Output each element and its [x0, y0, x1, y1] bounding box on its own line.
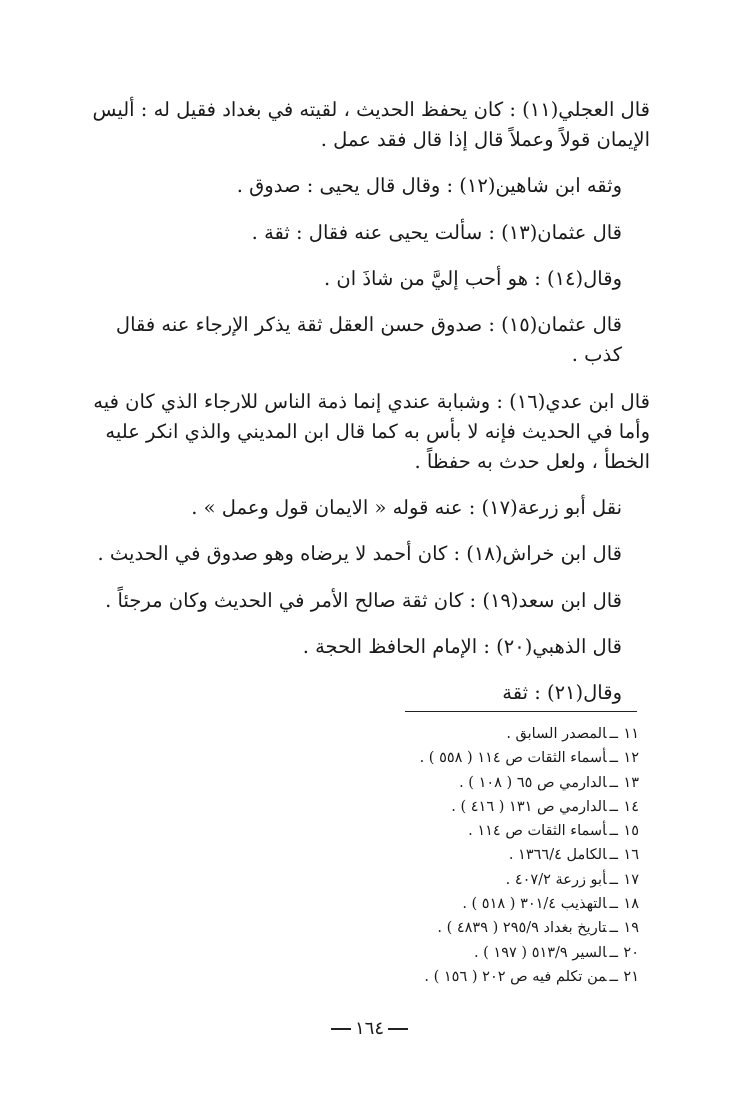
paragraph-qala-14: وقال(١٤) : هو أحب إليَّ من شاذَ ان .	[324, 266, 622, 290]
footnote-item	[219, 819, 639, 843]
footnote-dash: ــ	[609, 774, 618, 791]
footnote-item	[219, 722, 639, 746]
footnote-dash: ــ	[609, 968, 618, 985]
paragraph-qala-21: وقال(٢١) : ثقة	[502, 681, 622, 705]
footnote-item	[219, 843, 639, 867]
footnote-text: السير ٥١٣/٩ ( ١٩٧ ) .	[473, 944, 607, 961]
page-number-dash-left	[331, 1028, 351, 1030]
footnote-text: التهذيب ٣٠١/٤ ( ٥١٨ ) .	[462, 896, 607, 913]
footnote-number: ١٨	[623, 896, 639, 913]
footnote-text: المصدر السابق .	[506, 726, 607, 742]
footnote-dash: ــ	[609, 823, 618, 840]
paragraph-dhahabi: قال الذهبي(٢٠) : الإمام الحافظ الحجة .	[302, 634, 622, 658]
footnote-item	[219, 771, 639, 795]
paragraph-ibn-shahin: وثقه ابن شاهين(١٢) : وقال قال يحيى : صدوق .	[236, 174, 622, 198]
footnote-dash: ــ	[609, 726, 618, 742]
paragraph-ibn-saad: قال ابن سعد(١٩) : كان ثقة صالح الأمر في الحديث وكان مرجئاً .	[105, 588, 622, 612]
footnote-number: ١٦	[623, 847, 639, 864]
footnote-item	[219, 965, 639, 989]
footnote-text: الدارمي ص ١٣١ ( ٤١٦ ) .	[451, 798, 607, 815]
footnote-number: ١٥	[623, 823, 639, 840]
footnote-number: ٢١	[623, 968, 639, 985]
main-text	[80, 95, 650, 708]
footnote-number: ١٣	[623, 774, 639, 791]
footnote-item	[219, 868, 639, 892]
footnote-separator	[405, 711, 637, 712]
paragraph-abu-zura: نقل أبو زرعة(١٧) : عنه قوله « الايمان قول وعمل » .	[191, 496, 622, 520]
footnote-text: أبو زرعة ٤٠٧/٢ .	[505, 871, 607, 888]
footnote-item	[219, 941, 639, 965]
footnote-item	[219, 916, 639, 940]
footnote-dash: ــ	[609, 847, 618, 864]
paragraph-ibn-khirash: قال ابن خراش(١٨) : كان أحمد لا يرضاه وهو صدوق في الحديث .	[97, 542, 622, 566]
page-number-value: ١٦٤	[354, 1018, 384, 1039]
page-number-dash-right	[388, 1028, 408, 1030]
footnote-item	[219, 795, 639, 819]
footnote-dash: ــ	[609, 896, 618, 913]
footnote-number: ١٩	[623, 920, 639, 937]
footnote-number: ٢٠	[623, 944, 639, 961]
paragraph-uthman-2: قال عثمان(١٥) : صدوق حسن العقل ثقة يذكر الإرجاء عنه فقال كذب .	[115, 313, 622, 367]
footnote-dash: ــ	[609, 944, 618, 961]
footnote-dash: ــ	[609, 750, 618, 767]
footnote-dash: ــ	[609, 798, 618, 815]
footnote-dash: ــ	[609, 920, 618, 937]
footnote-number: ١٢	[623, 750, 639, 767]
footnote-number: ١١	[623, 726, 639, 742]
footnote-text: الكامل ١٣٦٦/٤ .	[508, 847, 607, 864]
footnote-number: ١٤	[623, 798, 639, 815]
footnote-item	[219, 746, 639, 770]
footnote-text: الدارمي ص ٦٥ ( ١٠٨ ) .	[459, 774, 607, 791]
footnotes-list	[219, 722, 639, 989]
paragraph-ibn-adi: قال ابن عدي(١٦) : وشبابة عندي إنما ذمة الناس للارجاء الذي كان فيه وأما في الحديث فإنه لا بأس به كما قال ابن المديني والذي انكر عليه الخطأ ، ولعل حدث به حفظاً .	[93, 389, 650, 473]
footnote-text: أسماء الثقات ص ١١٤ .	[468, 823, 607, 840]
footnote-dash: ــ	[609, 871, 618, 888]
paragraph-uthman-1: قال عثمان(١٣) : سألت يحيى عنه فقال : ثقة .	[251, 220, 622, 244]
footnote-text: أسماء الثقات ص ١١٤ ( ٥٥٨ ) .	[419, 750, 607, 767]
footnote-item	[219, 892, 639, 916]
page-number	[0, 1018, 739, 1039]
footnote-text: من تكلم فيه ص ٢٠٢ ( ١٥٦ ) .	[424, 968, 607, 985]
footnote-number: ١٧	[623, 871, 639, 888]
paragraph-ijli: قال العجلي(١١) : كان يحفظ الحديث ، لقيته في بغداد فقيل له : أليس الإيمان قولاً وعملاً قال إذا قال فقد عمل .	[92, 98, 650, 152]
footnote-text: تاريخ بغداد ٢٩٥/٩ ( ٤٨٣٩ ) .	[437, 920, 607, 937]
